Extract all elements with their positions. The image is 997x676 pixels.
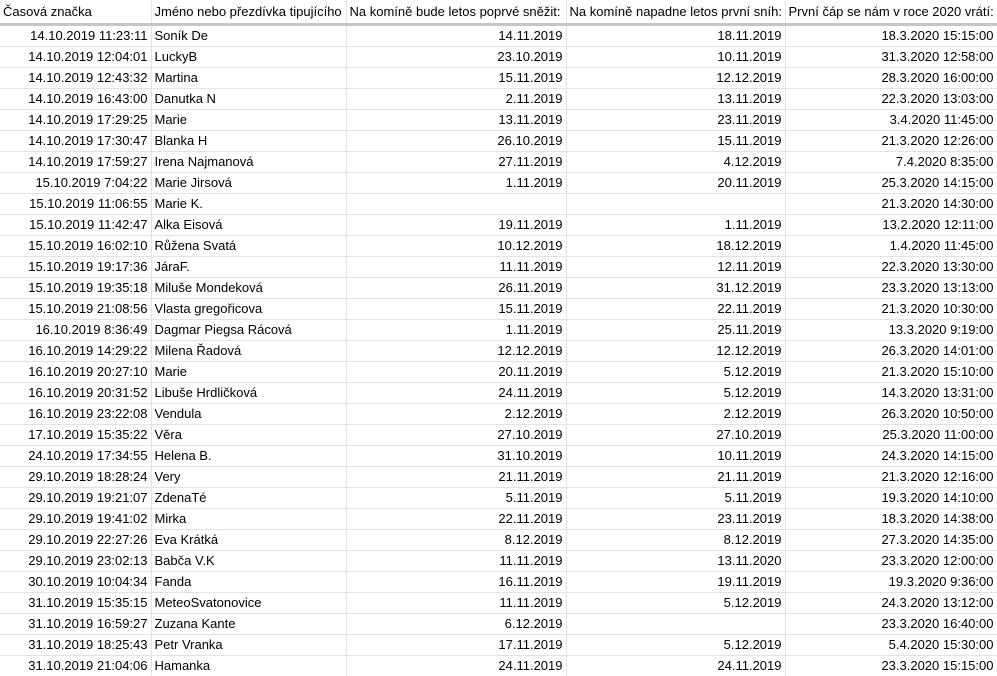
table-row [0, 68, 997, 89]
cell-timestamp[interactable]: 14.10.2019 17:29:25 [0, 110, 151, 131]
cell-first-snow-cover[interactable]: 18.12.2019 [566, 236, 785, 257]
table-row [0, 404, 997, 425]
cell-first-snow-cover[interactable]: 31.12.2019 [566, 278, 785, 299]
cell-first-snow-cover[interactable]: 18.11.2019 [566, 25, 785, 47]
cell-timestamp[interactable]: 15.10.2019 19:17:36 [0, 257, 151, 278]
cell-name[interactable]: JáraF. [151, 257, 346, 278]
table-row [0, 530, 997, 551]
table-row [0, 488, 997, 509]
cell-first-snowfall[interactable]: 12.12.2019 [346, 341, 566, 362]
cell-first-stork[interactable]: 13.2.2020 12:11:00 [785, 215, 997, 236]
cell-name[interactable]: Petr Vranka [151, 635, 346, 656]
table-row [0, 572, 997, 593]
cell-name[interactable]: Irena Najmanová [151, 152, 346, 173]
cell-first-stork[interactable]: 7.4.2020 8:35:00 [785, 152, 997, 173]
cell-timestamp[interactable]: 29.10.2019 22:27:26 [0, 530, 151, 551]
cell-first-snowfall[interactable]: 21.11.2019 [346, 467, 566, 488]
cell-first-stork[interactable]: 23.3.2020 12:00:00 [785, 551, 997, 572]
cell-first-snow-cover[interactable]: 12.11.2019 [566, 257, 785, 278]
cell-first-stork[interactable]: 19.3.2020 9:36:00 [785, 572, 997, 593]
cell-name[interactable]: Miluše Mondeková [151, 278, 346, 299]
cell-timestamp[interactable]: 31.10.2019 15:35:15 [0, 593, 151, 614]
table-row [0, 173, 997, 194]
table-row [0, 278, 997, 299]
cell-first-stork[interactable]: 24.3.2020 14:15:00 [785, 446, 997, 467]
cell-first-snowfall[interactable]: 11.11.2019 [346, 593, 566, 614]
cell-first-snowfall[interactable]: 20.11.2019 [346, 362, 566, 383]
cell-name[interactable]: Vlasta gregořicova [151, 299, 346, 320]
cell-first-snow-cover[interactable]: 5.11.2019 [566, 488, 785, 509]
cell-name[interactable]: Alka Eisová [151, 215, 346, 236]
cell-first-snowfall[interactable]: 14.11.2019 [346, 25, 566, 47]
cell-first-snowfall[interactable]: 24.11.2019 [346, 383, 566, 404]
cell-first-snow-cover[interactable]: 5.12.2019 [566, 362, 785, 383]
cell-name[interactable]: Danutka N [151, 89, 346, 110]
cell-first-snowfall[interactable] [346, 194, 566, 215]
header-row [0, 0, 997, 25]
table-row [0, 383, 997, 404]
table-row [0, 89, 997, 110]
cell-timestamp[interactable]: 31.10.2019 21:04:06 [0, 656, 151, 676]
cell-first-stork[interactable]: 14.3.2020 13:31:00 [785, 383, 997, 404]
table-row [0, 446, 997, 467]
cell-name[interactable]: Hamanka [151, 656, 346, 676]
cell-first-snow-cover[interactable]: 13.11.2020 [566, 551, 785, 572]
cell-first-snow-cover[interactable]: 8.12.2019 [566, 530, 785, 551]
cell-first-snow-cover[interactable]: 23.11.2019 [566, 110, 785, 131]
cell-first-snowfall[interactable]: 23.10.2019 [346, 47, 566, 68]
cell-first-snowfall[interactable]: 11.11.2019 [346, 551, 566, 572]
cell-first-snow-cover[interactable]: 19.11.2019 [566, 572, 785, 593]
cell-timestamp[interactable]: 29.10.2019 18:28:24 [0, 467, 151, 488]
cell-name[interactable]: Very [151, 467, 346, 488]
header-name[interactable]: Jméno nebo přezdívka tipujícího [151, 0, 346, 25]
cell-name[interactable]: Soník De [151, 25, 346, 47]
cell-timestamp[interactable]: 29.10.2019 23:02:13 [0, 551, 151, 572]
cell-name[interactable]: Fanda [151, 572, 346, 593]
cell-first-stork[interactable]: 21.3.2020 14:30:00 [785, 194, 997, 215]
cell-first-snowfall[interactable]: 11.11.2019 [346, 257, 566, 278]
cell-first-snow-cover[interactable]: 10.11.2019 [566, 47, 785, 68]
table-row [0, 194, 997, 215]
cell-first-stork[interactable]: 21.3.2020 12:26:00 [785, 131, 997, 152]
cell-name[interactable]: MeteoSvatonovice [151, 593, 346, 614]
cell-first-snowfall[interactable]: 1.11.2019 [346, 320, 566, 341]
cell-name[interactable]: ZdenaTé [151, 488, 346, 509]
cell-timestamp[interactable]: 14.10.2019 16:43:00 [0, 89, 151, 110]
cell-timestamp[interactable]: 15.10.2019 16:02:10 [0, 236, 151, 257]
cell-first-snowfall[interactable]: 22.11.2019 [346, 509, 566, 530]
cell-first-stork[interactable]: 31.3.2020 12:58:00 [785, 47, 997, 68]
cell-first-snowfall[interactable]: 16.11.2019 [346, 572, 566, 593]
cell-first-snowfall[interactable]: 26.10.2019 [346, 131, 566, 152]
cell-name[interactable]: Zuzana Kante [151, 614, 346, 635]
cell-timestamp[interactable]: 15.10.2019 21:08:56 [0, 299, 151, 320]
cell-timestamp[interactable]: 15.10.2019 11:06:55 [0, 194, 151, 215]
cell-first-snowfall[interactable]: 10.12.2019 [346, 236, 566, 257]
table-row [0, 25, 997, 47]
cell-first-snow-cover[interactable]: 25.11.2019 [566, 320, 785, 341]
cell-first-snowfall[interactable]: 5.11.2019 [346, 488, 566, 509]
cell-first-stork[interactable]: 18.3.2020 15:15:00 [785, 25, 997, 47]
cell-first-snow-cover[interactable]: 15.11.2019 [566, 131, 785, 152]
table-row [0, 635, 997, 656]
cell-first-snow-cover[interactable]: 2.12.2019 [566, 404, 785, 425]
cell-first-stork[interactable]: 18.3.2020 14:38:00 [785, 509, 997, 530]
cell-first-stork[interactable]: 25.3.2020 14:15:00 [785, 173, 997, 194]
cell-first-snowfall[interactable]: 15.11.2019 [346, 68, 566, 89]
table-row [0, 215, 997, 236]
table-row [0, 131, 997, 152]
header-first-snowfall[interactable]: Na komíně bude letos poprvé sněžit: [346, 0, 566, 25]
cell-first-snow-cover[interactable]: 5.12.2019 [566, 593, 785, 614]
cell-first-stork[interactable]: 23.3.2020 16:40:00 [785, 614, 997, 635]
cell-timestamp[interactable]: 14.10.2019 12:43:32 [0, 68, 151, 89]
cell-timestamp[interactable]: 14.10.2019 11:23:11 [0, 25, 151, 47]
cell-name[interactable]: Marie [151, 110, 346, 131]
table-row [0, 257, 997, 278]
cell-first-stork[interactable]: 27.3.2020 14:35:00 [785, 530, 997, 551]
cell-first-stork[interactable]: 24.3.2020 13:12:00 [785, 593, 997, 614]
cell-first-snowfall[interactable]: 27.11.2019 [346, 152, 566, 173]
cell-first-snow-cover[interactable]: 27.10.2019 [566, 425, 785, 446]
cell-first-stork[interactable]: 21.3.2020 12:16:00 [785, 467, 997, 488]
table-row [0, 551, 997, 572]
cell-name[interactable]: Vendula [151, 404, 346, 425]
cell-first-stork[interactable]: 3.4.2020 11:45:00 [785, 110, 997, 131]
cell-timestamp[interactable]: 16.10.2019 20:31:52 [0, 383, 151, 404]
table-row [0, 47, 997, 68]
cell-first-snow-cover[interactable]: 22.11.2019 [566, 299, 785, 320]
cell-first-stork[interactable]: 22.3.2020 13:03:00 [785, 89, 997, 110]
cell-name[interactable]: Martina [151, 68, 346, 89]
table-row [0, 509, 997, 530]
cell-first-stork[interactable]: 28.3.2020 16:00:00 [785, 68, 997, 89]
cell-first-snow-cover[interactable]: 4.12.2019 [566, 152, 785, 173]
table-row [0, 299, 997, 320]
table-row [0, 341, 997, 362]
cell-first-stork[interactable]: 13.3.2020 9:19:00 [785, 320, 997, 341]
table-row [0, 152, 997, 173]
cell-first-snow-cover[interactable]: 1.11.2019 [566, 215, 785, 236]
cell-first-snowfall[interactable]: 17.11.2019 [346, 635, 566, 656]
cell-first-snow-cover[interactable]: 12.12.2019 [566, 68, 785, 89]
cell-timestamp[interactable]: 29.10.2019 19:41:02 [0, 509, 151, 530]
cell-first-stork[interactable]: 23.3.2020 15:15:00 [785, 656, 997, 676]
cell-timestamp[interactable]: 16.10.2019 8:36:49 [0, 320, 151, 341]
cell-first-stork[interactable]: 25.3.2020 11:00:00 [785, 425, 997, 446]
cell-first-snow-cover[interactable]: 10.11.2019 [566, 446, 785, 467]
header-timestamp[interactable]: Časová značka [0, 0, 151, 25]
cell-timestamp[interactable]: 15.10.2019 7:04:22 [0, 173, 151, 194]
table-row [0, 236, 997, 257]
cell-first-snow-cover[interactable]: 5.12.2019 [566, 383, 785, 404]
cell-first-snowfall[interactable]: 2.12.2019 [346, 404, 566, 425]
cell-name[interactable]: Mirka [151, 509, 346, 530]
cell-first-snowfall[interactable]: 26.11.2019 [346, 278, 566, 299]
cell-timestamp[interactable]: 29.10.2019 19:21:07 [0, 488, 151, 509]
cell-name[interactable]: Růžena Svatá [151, 236, 346, 257]
cell-first-snow-cover[interactable]: 21.11.2019 [566, 467, 785, 488]
cell-name[interactable]: LuckyB [151, 47, 346, 68]
cell-first-snowfall[interactable]: 24.11.2019 [346, 656, 566, 676]
cell-first-snowfall[interactable]: 27.10.2019 [346, 425, 566, 446]
table-row [0, 614, 997, 635]
cell-name[interactable]: Helena B. [151, 446, 346, 467]
cell-first-snow-cover[interactable] [566, 194, 785, 215]
cell-first-stork[interactable]: 19.3.2020 14:10:00 [785, 488, 997, 509]
cell-name[interactable]: Babča V.K [151, 551, 346, 572]
header-first-snow-cover[interactable]: Na komíně napadne letos první sníh: [566, 0, 785, 25]
cell-timestamp[interactable]: 24.10.2019 17:34:55 [0, 446, 151, 467]
table-row [0, 425, 997, 446]
table-row [0, 593, 997, 614]
cell-first-snow-cover[interactable]: 5.12.2019 [566, 635, 785, 656]
cell-first-snowfall[interactable]: 1.11.2019 [346, 173, 566, 194]
cell-name[interactable]: Marie Jirsová [151, 173, 346, 194]
cell-timestamp[interactable]: 16.10.2019 20:27:10 [0, 362, 151, 383]
table-row [0, 320, 997, 341]
cell-first-stork[interactable]: 5.4.2020 15:30:00 [785, 635, 997, 656]
cell-timestamp[interactable]: 31.10.2019 18:25:43 [0, 635, 151, 656]
cell-timestamp[interactable]: 15.10.2019 11:42:47 [0, 215, 151, 236]
cell-name[interactable]: Věra [151, 425, 346, 446]
cell-name[interactable]: Eva Krátká [151, 530, 346, 551]
table-body [0, 25, 997, 676]
cell-name[interactable]: Libuše Hrdličková [151, 383, 346, 404]
cell-first-snow-cover[interactable]: 12.12.2019 [566, 341, 785, 362]
cell-timestamp[interactable]: 15.10.2019 19:35:18 [0, 278, 151, 299]
cell-first-snowfall[interactable]: 31.10.2019 [346, 446, 566, 467]
cell-timestamp[interactable]: 14.10.2019 17:30:47 [0, 131, 151, 152]
cell-first-snow-cover[interactable]: 24.11.2019 [566, 656, 785, 676]
cell-name[interactable]: Marie [151, 362, 346, 383]
cell-timestamp[interactable]: 14.10.2019 17:59:27 [0, 152, 151, 173]
cell-timestamp[interactable]: 30.10.2019 10:04:34 [0, 572, 151, 593]
cell-first-snowfall[interactable]: 13.11.2019 [346, 110, 566, 131]
cell-first-snow-cover[interactable]: 23.11.2019 [566, 509, 785, 530]
cell-name[interactable]: Milena Řadová [151, 341, 346, 362]
cell-first-snowfall[interactable]: 2.11.2019 [346, 89, 566, 110]
cell-first-stork[interactable]: 26.3.2020 10:50:00 [785, 404, 997, 425]
cell-first-stork[interactable]: 1.4.2020 11:45:00 [785, 236, 997, 257]
table-row [0, 110, 997, 131]
cell-first-stork[interactable]: 26.3.2020 14:01:00 [785, 341, 997, 362]
table-row [0, 656, 997, 676]
cell-timestamp[interactable]: 16.10.2019 14:29:22 [0, 341, 151, 362]
cell-timestamp[interactable]: 17.10.2019 15:35:22 [0, 425, 151, 446]
cell-first-stork[interactable]: 23.3.2020 13:13:00 [785, 278, 997, 299]
cell-first-snowfall[interactable]: 15.11.2019 [346, 299, 566, 320]
cell-timestamp[interactable]: 31.10.2019 16:59:27 [0, 614, 151, 635]
cell-name[interactable]: Blanka H [151, 131, 346, 152]
cell-first-snowfall[interactable]: 19.11.2019 [346, 215, 566, 236]
cell-first-snow-cover[interactable] [566, 614, 785, 635]
cell-first-snowfall[interactable]: 8.12.2019 [346, 530, 566, 551]
cell-first-snow-cover[interactable]: 20.11.2019 [566, 173, 785, 194]
cell-timestamp[interactable]: 14.10.2019 12:04:01 [0, 47, 151, 68]
cell-first-stork[interactable]: 21.3.2020 15:10:00 [785, 362, 997, 383]
cell-first-snowfall[interactable]: 6.12.2019 [346, 614, 566, 635]
cell-name[interactable]: Dagmar Piegsa Rácová [151, 320, 346, 341]
cell-timestamp[interactable]: 16.10.2019 23:22:08 [0, 404, 151, 425]
cell-name[interactable]: Marie K. [151, 194, 346, 215]
table-row [0, 362, 997, 383]
table-row [0, 467, 997, 488]
cell-first-stork[interactable]: 22.3.2020 13:30:00 [785, 257, 997, 278]
cell-first-snow-cover[interactable]: 13.11.2019 [566, 89, 785, 110]
header-first-stork[interactable]: První čáp se nám v roce 2020 vrátí: [785, 0, 997, 25]
cell-first-stork[interactable]: 21.3.2020 10:30:00 [785, 299, 997, 320]
